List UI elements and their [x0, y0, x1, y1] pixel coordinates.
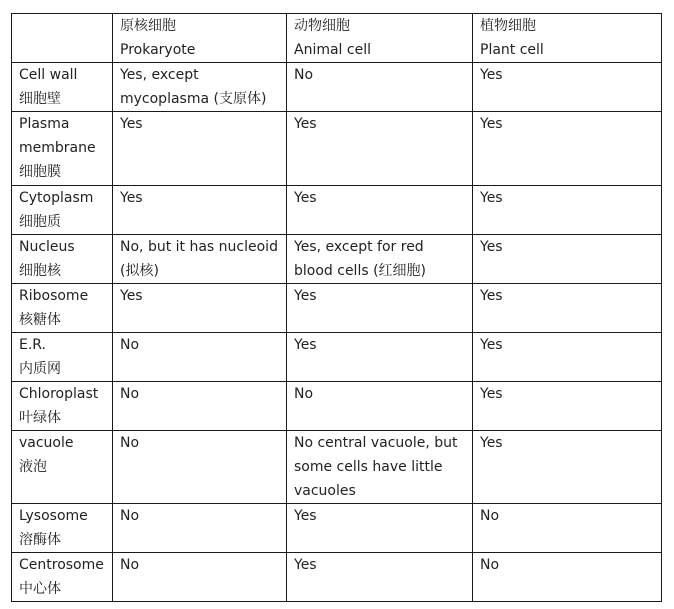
cell-text-line: No, but it has nucleoid	[120, 239, 278, 255]
table-body	[12, 63, 662, 602]
table-row	[12, 112, 662, 186]
organelle-name-cell	[12, 63, 113, 112]
plant-cell	[473, 186, 662, 235]
plant-cell	[473, 504, 662, 553]
cell-text-line: Ribosome	[19, 288, 89, 304]
header-line-en: Prokaryote	[120, 42, 196, 58]
plant-cell	[473, 333, 662, 382]
animal-cell	[287, 333, 473, 382]
animal-cell	[287, 112, 473, 186]
header-cell-prokaryote	[113, 14, 287, 63]
plant-cell	[473, 431, 662, 504]
cell-text-line: Yes	[294, 557, 317, 573]
plant-cell	[473, 63, 662, 112]
prokaryote-cell	[113, 112, 287, 186]
cell-text-line: 细胞膜	[19, 164, 61, 180]
cell-text-line: No	[120, 337, 140, 353]
cell-text-line: 溶酶体	[19, 532, 61, 548]
cell-text-line: Yes	[480, 435, 503, 451]
cell-text-line: Yes	[480, 67, 503, 83]
plant-cell	[473, 284, 662, 333]
prokaryote-cell	[113, 284, 287, 333]
cell-text-line: membrane	[19, 140, 96, 156]
header-line-zh: 植物细胞	[480, 18, 536, 34]
plant-cell	[473, 382, 662, 431]
cell-text-line: No	[480, 557, 500, 573]
prokaryote-cell	[113, 382, 287, 431]
cell-text-line: Yes	[480, 190, 503, 206]
organelle-name-cell	[12, 553, 113, 602]
plant-cell	[473, 235, 662, 284]
cell-text-line: Yes	[294, 288, 317, 304]
cell-text-line: Yes	[294, 116, 317, 132]
prokaryote-cell	[113, 431, 287, 504]
cell-text-line: Plasma	[19, 116, 70, 132]
cell-text-line: Yes	[120, 288, 143, 304]
cell-text-line: 内质网	[19, 361, 61, 377]
cell-text-line: 叶绿体	[19, 410, 61, 426]
cell-text-line: No	[120, 508, 140, 524]
cell-text-line: 细胞核	[19, 263, 61, 279]
table-row	[12, 284, 662, 333]
organelle-name-cell	[12, 333, 113, 382]
cell-text-line: Cell wall	[19, 67, 78, 83]
cell-text-line: some cells have little	[294, 459, 443, 475]
prokaryote-cell	[113, 235, 287, 284]
cell-text-line: (拟核)	[120, 263, 159, 279]
table-row	[12, 382, 662, 431]
prokaryote-cell	[113, 553, 287, 602]
cell-text-line: Yes	[480, 288, 503, 304]
header-cell-animal	[287, 14, 473, 63]
cell-text-line: No	[120, 386, 140, 402]
cell-text-line: Yes	[294, 337, 317, 353]
table-row	[12, 504, 662, 553]
organelle-name-cell	[12, 382, 113, 431]
plant-cell	[473, 553, 662, 602]
cell-text-line: No	[120, 557, 140, 573]
cell-text-line: 核糖体	[19, 312, 61, 328]
header-row	[12, 14, 662, 63]
header-cell-empty	[12, 14, 113, 63]
table-row	[12, 186, 662, 235]
cell-text-line: vacuole	[19, 435, 74, 451]
cell-text-line: 中心体	[19, 581, 61, 597]
animal-cell	[287, 63, 473, 112]
cell-text-line: No central vacuole, but	[294, 435, 458, 451]
header-line-zh: 动物细胞	[294, 18, 350, 34]
table-row	[12, 63, 662, 112]
animal-cell	[287, 431, 473, 504]
animal-cell	[287, 235, 473, 284]
cell-text-line: Yes	[294, 508, 317, 524]
cell-text-line: Cytoplasm	[19, 190, 94, 206]
header-line-en: Animal cell	[294, 42, 371, 58]
table-row	[12, 333, 662, 382]
animal-cell	[287, 186, 473, 235]
organelle-name-cell	[12, 431, 113, 504]
cell-text-line: 细胞质	[19, 214, 61, 230]
cell-text-line: Yes	[480, 386, 503, 402]
organelle-name-cell	[12, 504, 113, 553]
header-cell-plant	[473, 14, 662, 63]
cell-text-line: Nucleus	[19, 239, 75, 255]
cell-comparison-table	[11, 13, 662, 602]
prokaryote-cell	[113, 333, 287, 382]
cell-text-line: Yes	[294, 190, 317, 206]
header-line-en: Plant cell	[480, 42, 544, 58]
animal-cell	[287, 284, 473, 333]
table-row	[12, 431, 662, 504]
cell-text-line: Chloroplast	[19, 386, 99, 402]
cell-text-line: E.R.	[19, 337, 46, 353]
cell-text-line: Yes, except	[120, 67, 199, 83]
table-row	[12, 235, 662, 284]
cell-text-line: No	[120, 435, 140, 451]
animal-cell	[287, 504, 473, 553]
cell-text-line: No	[294, 67, 314, 83]
cell-text-line: No	[480, 508, 500, 524]
cell-text-line: Centrosome	[19, 557, 104, 573]
cell-text-line: vacuoles	[294, 483, 356, 499]
cell-text-line: Yes, except for red	[294, 239, 424, 255]
organelle-name-cell	[12, 186, 113, 235]
cell-text-line: Yes	[480, 239, 503, 255]
organelle-name-cell	[12, 235, 113, 284]
cell-text-line: Yes	[480, 337, 503, 353]
cell-text-line: 细胞壁	[19, 91, 61, 107]
prokaryote-cell	[113, 186, 287, 235]
table-row	[12, 553, 662, 602]
organelle-name-cell	[12, 284, 113, 333]
plant-cell	[473, 112, 662, 186]
prokaryote-cell	[113, 63, 287, 112]
cell-text-line: mycoplasma (支原体)	[120, 91, 267, 107]
header-line-zh: 原核细胞	[120, 18, 176, 34]
cell-text-line: Yes	[120, 116, 143, 132]
animal-cell	[287, 553, 473, 602]
cell-text-line: No	[294, 386, 314, 402]
cell-text-line: Yes	[120, 190, 143, 206]
prokaryote-cell	[113, 504, 287, 553]
cell-text-line: blood cells (红细胞)	[294, 263, 427, 279]
cell-text-line: Yes	[480, 116, 503, 132]
cell-text-line: 液泡	[19, 459, 47, 475]
organelle-name-cell	[12, 112, 113, 186]
animal-cell	[287, 382, 473, 431]
cell-text-line: Lysosome	[19, 508, 88, 524]
